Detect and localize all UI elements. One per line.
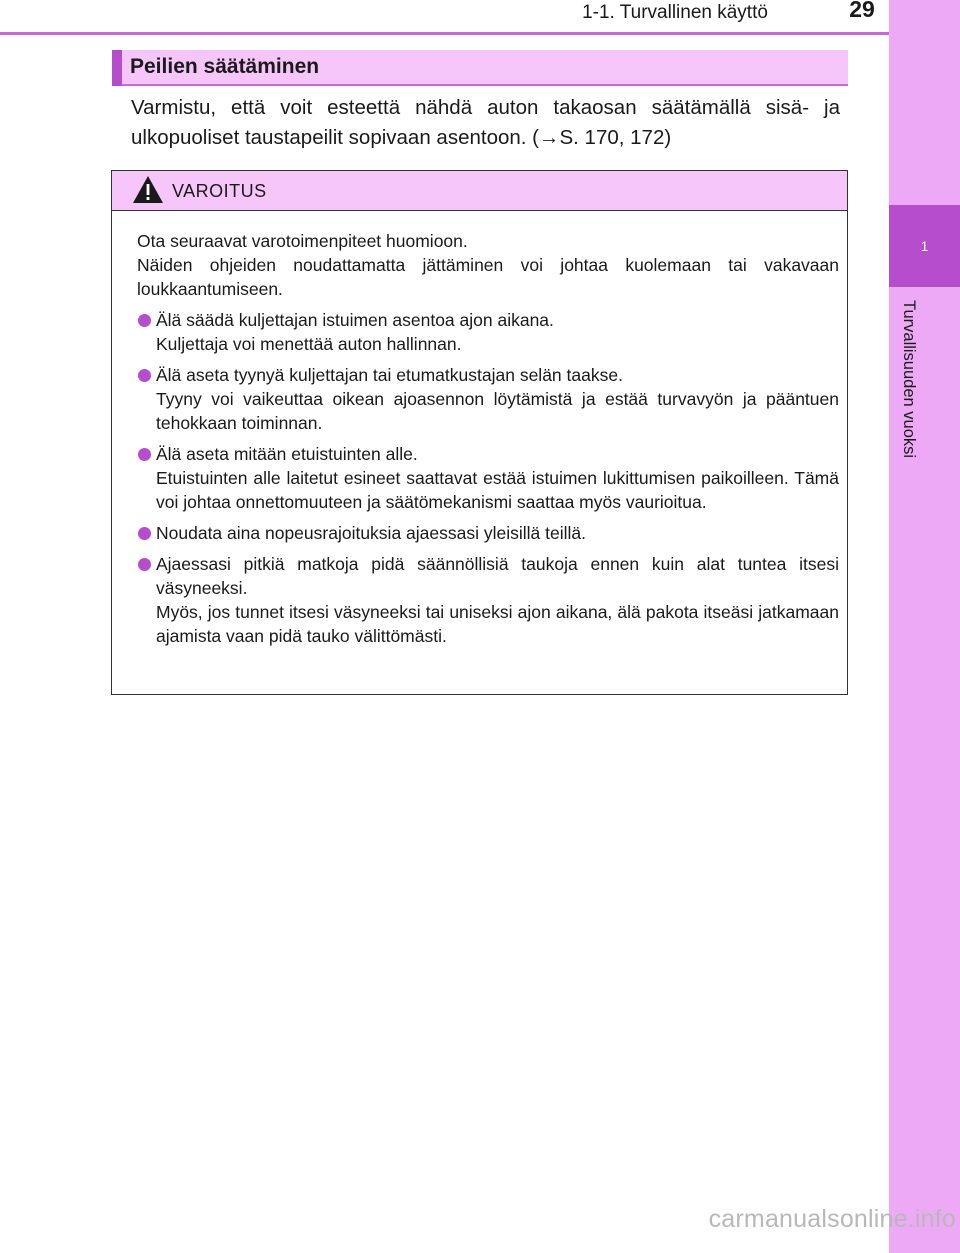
chapter-title: Turvallisuuden vuoksi (900, 300, 918, 459)
warning-box (111, 170, 848, 695)
item-title: Älä aseta mitään etuistuinten alle. (156, 444, 418, 464)
warning-triangle-icon (132, 175, 164, 204)
bullet-icon (138, 448, 151, 461)
header-rule (0, 32, 889, 35)
section-header-bar (112, 50, 122, 86)
bullet-icon (138, 558, 151, 571)
warning-intro-line: Näiden ohjeiden noudattamatta jättäminen voi johtaa kuolemaan tai vakavaan loukkaantumiseen. (137, 255, 839, 299)
item-detail: Kuljettaja voi menettää auton hallinnan. (156, 334, 462, 354)
warning-body (137, 229, 839, 655)
page-number: 29 (849, 0, 875, 22)
warning-header (112, 171, 847, 211)
item-detail: Etuistuinten alle laitetut esineet saattavat estää istuimen lukittumisen paikoilleen. Tämä voi johtaa onnettomuuteen ja säätömekanismi saattaa myös vaurioitua. (156, 468, 839, 512)
chapter-tab[interactable] (889, 205, 960, 287)
item-title: Ajaessasi pitkiä matkoja pidä säännöllisiä taukoja ennen kuin alat tuntea itsesi väsyneeksi. (156, 554, 839, 598)
list-item (137, 308, 839, 356)
item-detail: Myös, jos tunnet itsesi väsyneeksi tai uniseksi ajon aikana, älä pakota itseäsi jatkamaan ajamista vaan pidä tauko välittömästi. (156, 602, 839, 646)
section-header (112, 50, 848, 86)
item-title: Älä säädä kuljettajan istuimen asentoa ajon aikana. (156, 310, 554, 330)
section-intro: Varmistu, että voit esteettä nähdä auton takaosan säätämällä sisä- ja ulkopuoliset taustapeilit sopivaan asentoon. (→S. 170, 172) (131, 96, 840, 149)
chapter-number: 1 (920, 238, 929, 254)
watermark: carmanualsonline.info (708, 1205, 956, 1233)
item-title: Noudata aina nopeusrajoituksia ajaessasi yleisillä teillä. (156, 523, 586, 543)
bullet-icon (138, 369, 151, 382)
warning-label: VAROITUS (172, 181, 267, 201)
section-title: Peilien säätäminen (130, 55, 320, 78)
warning-list (137, 308, 839, 648)
bullet-icon (138, 314, 151, 327)
warning-intro-line: Ota seuraavat varotoimenpiteet huomioon. (137, 231, 468, 251)
list-item (137, 521, 839, 545)
list-item (137, 363, 839, 435)
list-item (137, 442, 839, 514)
bullet-icon (138, 527, 151, 540)
item-detail: Tyyny voi vaikeuttaa oikean ajoasennon löytämistä ja estää turvavyön ja pääntuen tehokkaan toiminnan. (156, 389, 839, 433)
side-tab (889, 0, 960, 1253)
list-item (137, 552, 839, 648)
page-header-section: 1-1. Turvallinen käyttö (582, 2, 768, 23)
item-title: Älä aseta tyynyä kuljettajan tai etumatkustajan selän taakse. (156, 365, 623, 385)
